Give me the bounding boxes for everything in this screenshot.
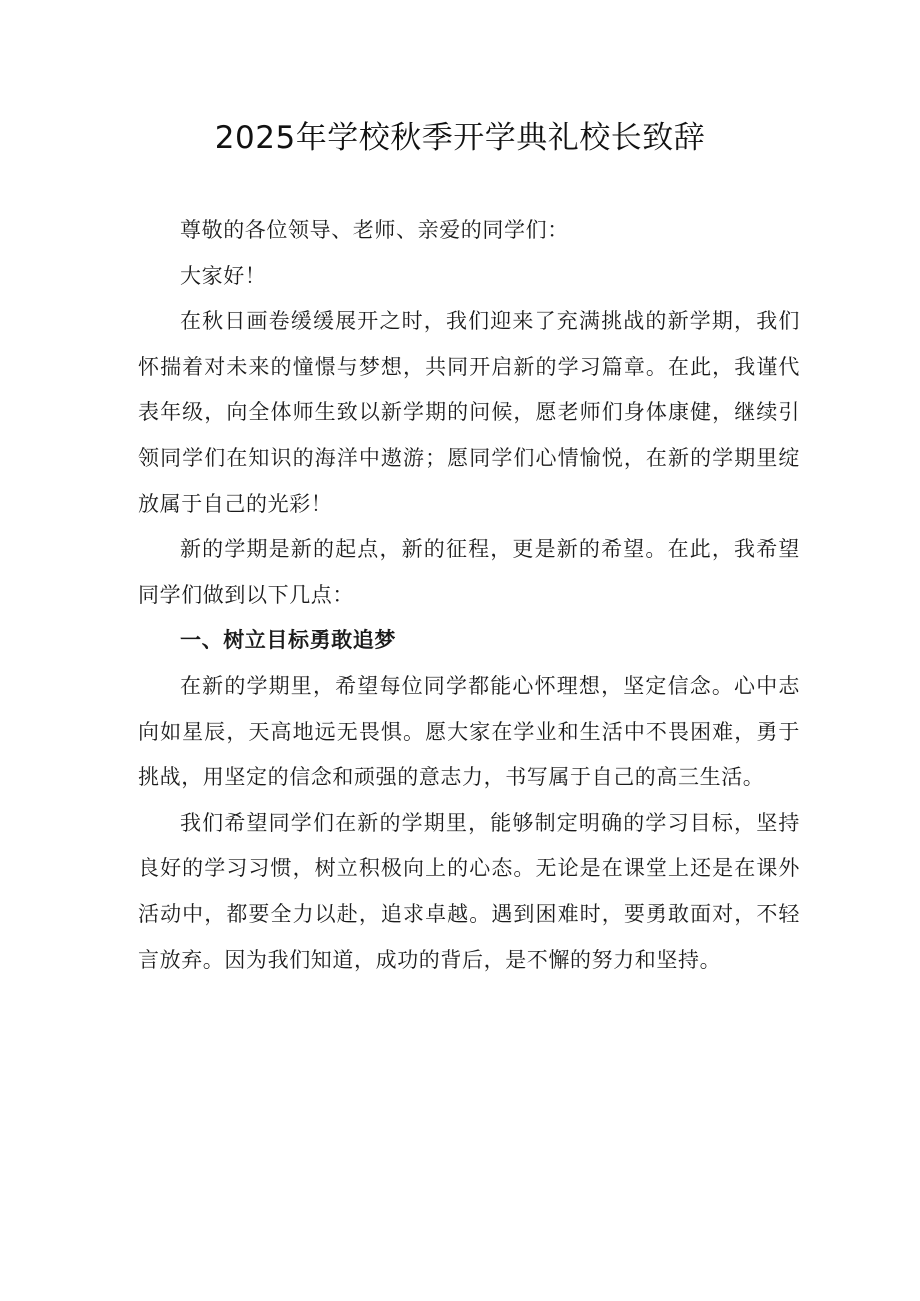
document-body xyxy=(138,208,800,983)
section-1-paragraph-1: 在新的学期里，希望每位同学都能心怀理想，坚定信念。心中志向如星辰，天高地远无畏惧。愿大家在学业和生活中不畏困难，勇于挑战，用坚定的信念和顽强的意志力，书写属于自己的高三生活。 xyxy=(138,673,800,790)
section-1-paragraph-2: 我们希望同学们在新的学期里，能够制定明确的学习目标，坚持良好的学习习惯，树立积极向上的心态。无论是在课堂上还是在课外活动中，都要全力以赴，追求卓越。遇到困难时，要勇敢面对，不轻言放弃。因为我们知道，成功的背后，是不懈的努力和坚持。 xyxy=(138,810,800,972)
transition-paragraph: 新的学期是新的起点，新的征程，更是新的希望。在此，我希望同学们做到以下几点： xyxy=(138,537,800,607)
salutation: 尊敬的各位领导、老师、亲爱的同学们： xyxy=(180,218,569,242)
greeting: 大家好！ xyxy=(180,263,267,288)
document-title: 2025年学校秋季开学典礼校长致辞 xyxy=(214,120,706,156)
intro-paragraph: 在秋日画卷缓缓展开之时，我们迎来了充满挑战的新学期，我们怀揣着对未来的憧憬与梦想，共同开启新的学习篇章。在此，我谨代表年级，向全体师生致以新学期的问候，愿老师们身体康健，继续引领同学们在知识的海洋中遨游；愿同学们心情愉悦，在新的学期里绽放属于自己的光彩！ xyxy=(138,309,800,516)
section-1-heading: 一、树立目标勇敢追梦 xyxy=(180,628,396,653)
